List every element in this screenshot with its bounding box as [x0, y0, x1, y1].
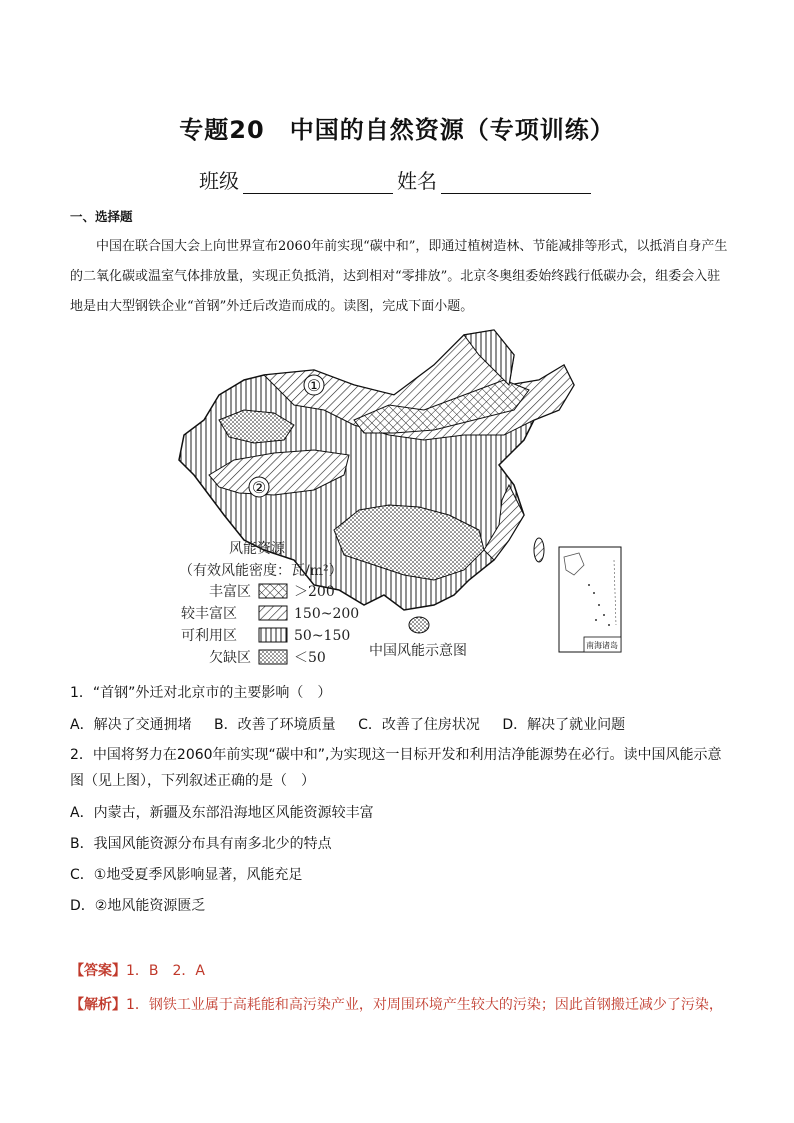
analysis-line	[70, 994, 730, 1014]
legend-item-lacking-value: ＜50	[294, 650, 326, 666]
inset-label: 南海诸岛	[586, 641, 618, 650]
q1-option-b[interactable]: B．改善了环境质量	[214, 717, 336, 733]
answer-line	[70, 960, 730, 980]
wind-energy-map	[164, 325, 624, 670]
q2-option-d[interactable]: D．②地风能资源匮乏	[70, 898, 206, 914]
legend-swatch-crosshatch	[259, 584, 287, 598]
q2-option-c[interactable]: C．①地受夏季风影响显著，风能充足	[70, 867, 303, 883]
legend-item-lacking-name: 欠缺区	[209, 650, 251, 666]
south-china-sea-inset	[559, 547, 621, 652]
legend-item-usable-name: 可利用区	[181, 628, 237, 644]
legend-item-rich-value: ＞200	[294, 584, 335, 600]
marker-2: ②	[251, 478, 267, 497]
question-2-options	[70, 798, 730, 922]
hainan-island	[409, 617, 429, 633]
name-blank[interactable]	[441, 173, 591, 194]
answer-label: 【答案】	[70, 963, 126, 979]
q1-option-a[interactable]: A．解决了交通拥堵	[70, 717, 192, 733]
q2-option-a[interactable]: A．内蒙古，新疆及东部沿海地区风能资源较丰富	[70, 805, 374, 821]
page-title: 专题20 中国的自然资源（专项训练）	[179, 116, 615, 144]
q2-option-b[interactable]: B．我国风能资源分布具有南多北少的特点	[70, 836, 332, 852]
question-1	[70, 680, 730, 738]
legend-item-rich-name: 丰富区	[209, 584, 251, 600]
map-caption: 中国风能示意图	[369, 643, 467, 659]
class-blank[interactable]	[243, 173, 393, 194]
name-label: 姓名	[397, 169, 437, 193]
analysis-label: 【解析】	[70, 997, 126, 1013]
intro-paragraph: 中国在联合国大会上向世界宣布2060年前实现“碳中和”，即通过植树造林、节能减排等形式，以抵消自身产生的二氧化碳或温室气体排放量，实现正负抵消，达到相对“零排放”。北京冬奥组委始终践行低碳办会，组委会入驻地是由大型钢铁企业“首钢”外迁后改造而成的。读图，完成下面小题。	[70, 239, 728, 314]
legend-swatch-vertical	[259, 628, 287, 642]
question-1-stem: 1．“首钢”外迁对北京市的主要影响（ ）	[70, 685, 332, 701]
marker-1: ①	[306, 376, 322, 395]
question-2	[70, 742, 730, 922]
legend-unit: （有效风能密度：瓦/m²）	[179, 563, 343, 579]
answer-text: 1．B 2．A	[126, 963, 205, 979]
section-heading: 一、选择题	[70, 209, 133, 224]
legend-title: 风能资源	[229, 541, 285, 557]
legend-item-relatively-rich-value: 150~200	[294, 606, 360, 622]
legend-swatch-dots	[259, 650, 287, 664]
legend-item-usable-value: 50~150	[294, 628, 351, 644]
analysis-text: 1．钢铁工业属于高耗能和高污染产业，对周围环境产生较大的污染；因此首钢搬迁减少了污染，	[126, 997, 723, 1013]
legend-item-relatively-rich-name: 较丰富区	[181, 606, 237, 622]
taiwan-island	[534, 538, 544, 562]
legend-swatch-diagonal	[259, 606, 287, 620]
q1-option-d[interactable]: D．解决了就业问题	[502, 717, 626, 733]
student-info-line	[0, 165, 794, 194]
class-label: 班级	[199, 169, 239, 193]
q1-option-c[interactable]: C．改善了住房状况	[358, 717, 480, 733]
question-2-stem: 2．中国将努力在2060年前实现“碳中和”,为实现这一目标开发和利用洁净能源势在必行。读中国风能示意图（见上图），下列叙述正确的是（ ）	[70, 747, 722, 789]
question-1-options	[70, 712, 730, 738]
